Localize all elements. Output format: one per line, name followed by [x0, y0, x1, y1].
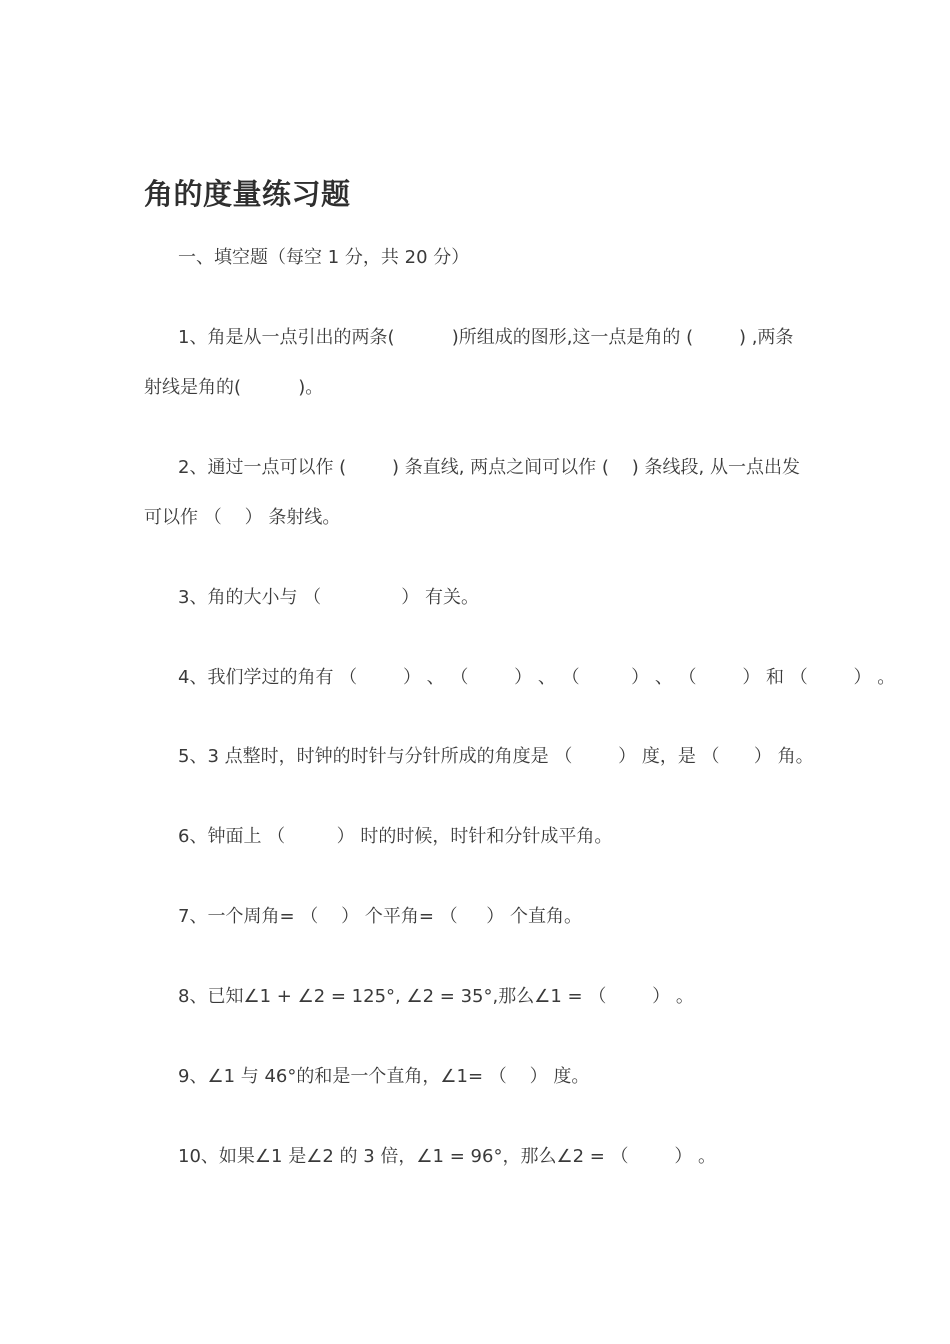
page-title: 角的度量练习题: [144, 177, 351, 211]
question-8: 8、已知∠1 + ∠2 = 125°, ∠2 = 35°,那么∠1 = （ ） 。: [178, 986, 694, 1007]
question-4: 4、我们学过的角有 （ ） 、 （ ） 、 （ ） 、 （ ） 和 （ ） 。: [178, 667, 896, 688]
question-9: 9、∠1 与 46°的和是一个直角，∠1= （ ） 度。: [178, 1066, 590, 1087]
question-2-line-1: 2、通过一点可以作 ( ) 条直线, 两点之间可以作 ( ) 条线段, 从一点出发: [178, 457, 800, 478]
question-5: 5、3 点整时，时钟的时针与分针所成的角度是 （ ） 度，是 （ ） 角。: [178, 746, 814, 767]
question-1-line-2: 射线是角的( )。: [144, 377, 324, 398]
question-1-line-1: 1、角是从一点引出的两条( )所组成的图形,这一点是角的 ( ) ,两条: [178, 327, 794, 348]
question-10: 10、如果∠1 是∠2 的 3 倍，∠1 = 96°，那么∠2 = （ ） 。: [178, 1146, 717, 1167]
question-6: 6、钟面上 （ ） 时的时候，时针和分针成平角。: [178, 826, 613, 847]
question-3: 3、角的大小与 （ ） 有关。: [178, 587, 479, 608]
question-2-line-2: 可以作 （ ） 条射线。: [144, 507, 341, 528]
section-heading: 一、填空题（每空 1 分，共 20 分）: [178, 247, 470, 268]
question-7: 7、一个周角= （ ） 个平角= （ ） 个直角。: [178, 906, 582, 927]
